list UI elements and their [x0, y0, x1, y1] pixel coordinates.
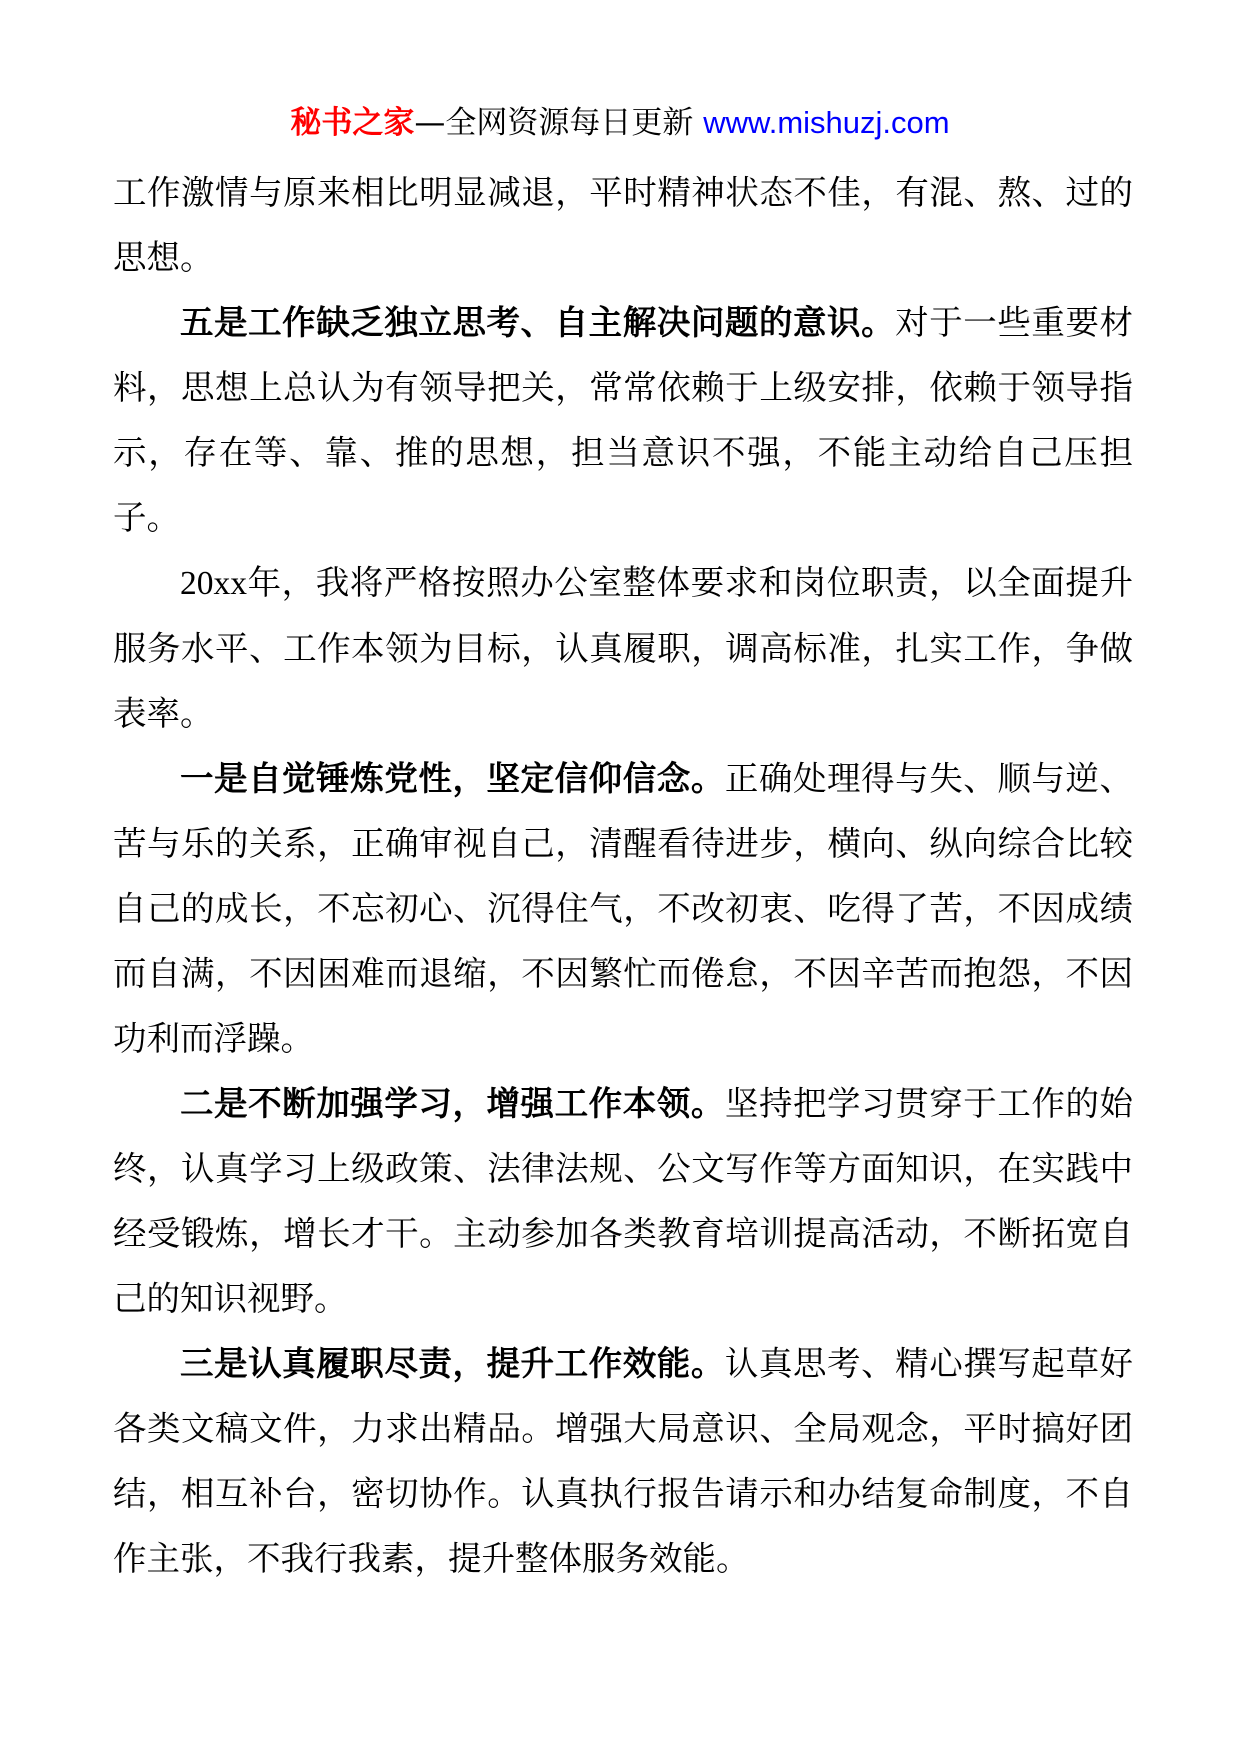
- document-body: [113, 160, 1133, 1591]
- paragraph-heading: 五是工作缺乏独立思考、自主解决问题的意识。: [180, 303, 896, 342]
- paragraph-plan-intro: [113, 550, 1133, 746]
- site-header: [0, 98, 1240, 148]
- site-tagline: —全网资源每日更新: [414, 105, 704, 141]
- paragraph-point-five: [113, 290, 1133, 550]
- paragraph-heading: 一是自觉锤炼党性，坚定信仰信念。: [180, 759, 725, 798]
- paragraph-point-three: [113, 1331, 1133, 1591]
- paragraph-text: 坚持把学习贯穿于工作的始终，认真学习上级政策、法律法规、公文写作等方面知识，在实践中经受锻炼，增长才干。主动参加各类教育培训提高活动，不断拓宽自己的知识视野。: [113, 1084, 1134, 1318]
- site-url-link[interactable]: www.mishuzj.com: [703, 105, 950, 140]
- site-brand: 秘书之家: [290, 105, 415, 141]
- paragraph-heading: 三是认真履职尽责，提升工作效能。: [180, 1344, 725, 1383]
- paragraph-point-two: [113, 1071, 1133, 1331]
- paragraph-text: 认真思考、精心撰写起草好各类文稿文件，力求出精品。增强大局意识、全局观念，平时搞好团结，相互补台，密切协作。认真执行报告请示和办结复命制度，不自作主张，不我行我素，提升整体服务效能。: [113, 1344, 1134, 1578]
- paragraph-continuation: 工作激情与原来相比明显减退，平时精神状态不佳，有混、熬、过的思想。: [113, 173, 1133, 277]
- paragraph-text: 年，我将严格按照办公室整体要求和岗位职责，以全面提升服务水平、工作本领为目标，认真履职，调高标准，扎实工作，争做表率。: [113, 563, 1133, 733]
- paragraph-text: 对于一些重要材料，思想上总认为有领导把关，常常依赖于上级安排，依赖于领导指示，存在等、靠、推的思想，担当意识不强，不能主动给自己压担子。: [113, 303, 1134, 537]
- paragraph-text: 正确处理得与失、顺与逆、苦与乐的关系，正确审视自己，清醒看待进步，横向、纵向综合比较自己的成长，不忘初心、沉得住气，不改初衷、吃得了苦，不因成绩而自满，不因困难而退缩，不因繁忙而倦怠，不因辛苦而抱怨，不因功利而浮躁。: [113, 759, 1134, 1058]
- paragraph-heading: 二是不断加强学习，增强工作本领。: [180, 1084, 725, 1123]
- paragraph-point-one: [113, 746, 1133, 1071]
- year-text: 20xx: [180, 565, 247, 602]
